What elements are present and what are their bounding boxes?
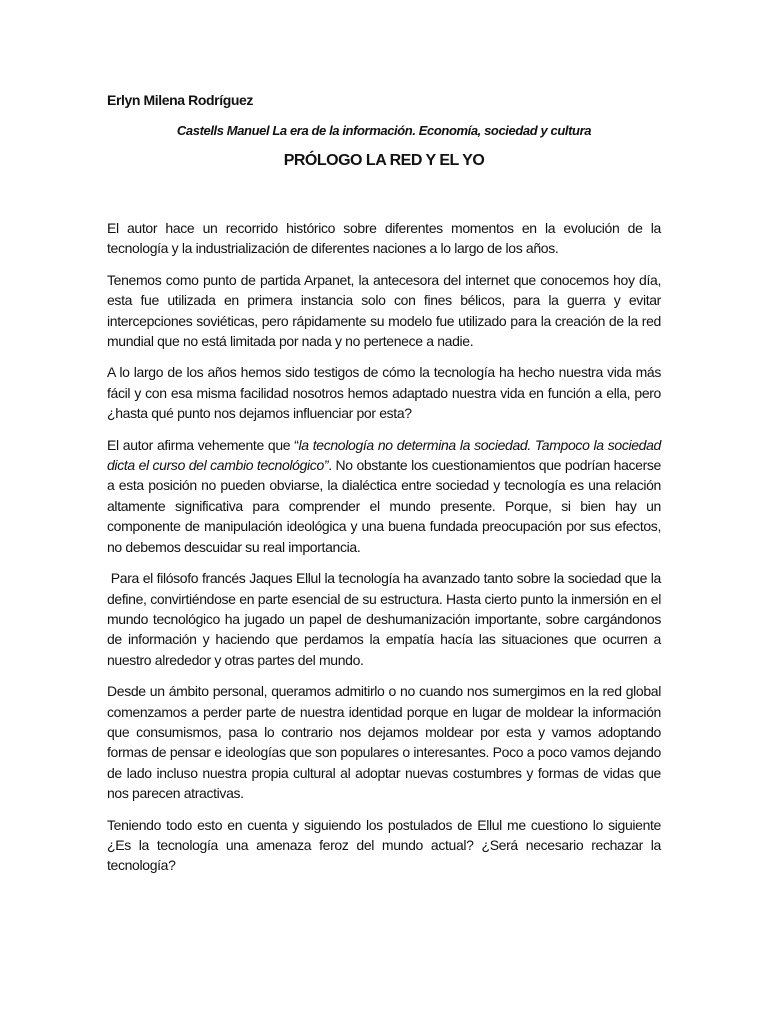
paragraph: Teniendo todo esto en cuenta y siguiendo los postulados de Ellul me cuestiono lo siguiente ¿Es la tecnología una amenaza feroz del mundo actual? ¿Será necesario rechazar la tecnología? — [107, 816, 661, 874]
author-name: Erlyn Milena Rodríguez — [107, 92, 253, 108]
paragraph-with-quote — [107, 435, 661, 557]
document-title: PRÓLOGO LA RED Y EL YO — [283, 152, 485, 169]
paragraph: Para el filósofo francés Jaques Ellul la tecnología ha avanzado tanto sobre la sociedad que la define, convirtiéndose en parte esencial de su estructura. Hasta cierto punto la inmersión en el mundo tecnológico ha jugado un papel de deshumanización importante, sobre cargándonos de información y haciendo que perdamos la empatía hacía las situaciones que ocurren a nuestro alrededor y otras partes del mundo. — [107, 570, 665, 668]
paragraph: El autor hace un recorrido histórico sobre diferentes momentos en la evolución de la tecnología y la industrialización de diferentes naciones a lo largo de los años. — [107, 220, 661, 257]
paragraph-text: El autor afirma vehemente que “ — [107, 436, 299, 453]
quotation: la tecnología no determina la sociedad. Tampoco la sociedad dicta el curso del cambio tecnológico” — [107, 436, 661, 474]
paragraph: Desde un ámbito personal, queramos admitirlo o no cuando nos sumergimos en la red global comenzamos a perder parte de nuestra identidad porque en lugar de moldear la información que consumismos, pasa lo contrario nos dejamos moldear por esta y vamos adoptando formas de pensar e ideologías que son populares o interesantes. Poco a poco vamos dejando de lado incluso nuestra propia cultural al adoptar nuevas costumbres y formas de vidas que nos parecen atractivas. — [107, 683, 661, 802]
paragraph: Tenemos como punto de partida Arpanet, la antecesora del internet que conocemos hoy día, esta fue utilizada en primera instancia solo con fines bélicos, para la guerra y evitar intercepciones soviéticas, pero rápidamente su modelo fue utilizado para la creación de la red mundial que no está limitada por nada y no pertenece a nadie. — [107, 271, 661, 350]
paragraph-text: . No obstante los cuestionamientos que podrían hacerse a esta posición no pueden obviarse, la dialéctica entre sociedad y tecnología es una relación altamente significativa para comprender el mundo presente. Porque, si bien hay un componente de manipulación ideológica y una buena fundada preocupación por sus efectos, no debemos descuidar su real importancia. — [107, 457, 661, 555]
paragraph: A lo largo de los años hemos sido testigos de cómo la tecnología ha hecho nuestra vida más fácil y con esa misma facilidad nosotros hemos adaptado nuestra vida en función a ella, pero ¿hasta qué punto nos dejamos influenciar por esta? — [107, 364, 661, 422]
book-reference: Castells Manuel La era de la información. Economía, sociedad y cultura — [176, 123, 592, 138]
